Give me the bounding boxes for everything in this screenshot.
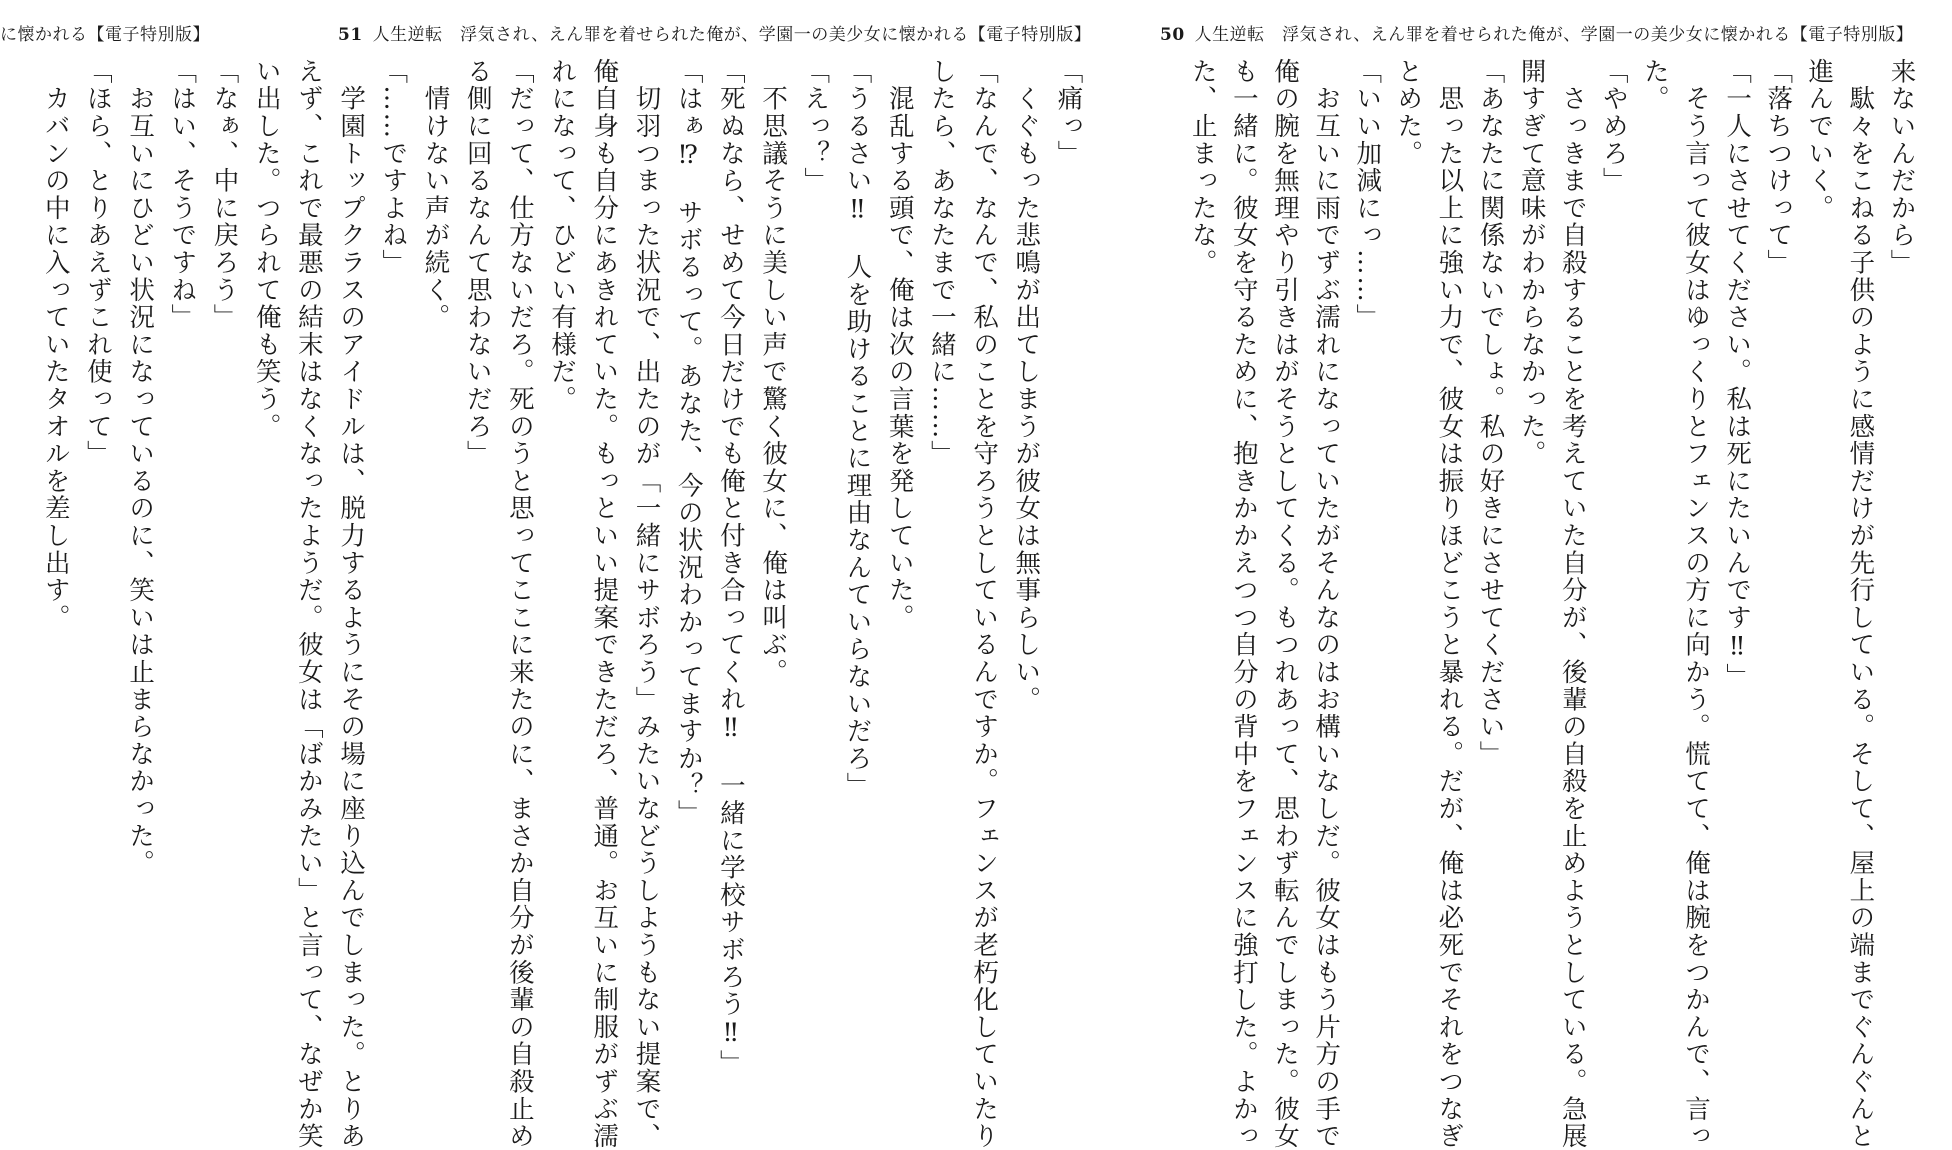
text-column: る側に回るなんて思わないだろ」 — [462, 58, 493, 468]
text-column: た。 — [1639, 58, 1670, 113]
text-column: 「あなたに関係ないでしょ。私の好きにさせてください」 — [1475, 58, 1506, 768]
text-column: い出した。つられて俺も笑う。 — [251, 58, 282, 441]
text-column: 「なんで、なんで、私のことを守ろうとしているんですか。フェンスが老朽化していたり — [969, 58, 1000, 1150]
text-column: た、止まったな。 — [1187, 58, 1218, 277]
text-column: 来ないんだから」 — [1886, 58, 1917, 277]
text-column: カバンの中に入っていたタオルを差し出す。 — [40, 58, 71, 632]
text-column: 「うるさい‼ 人を助けることに理由なんていらないだろ」 — [842, 58, 873, 800]
text-column: 学園トップクラスのアイドルは、脱力するようにその場に座り込んでしまった。とりあ — [336, 58, 367, 1150]
text-column: 「一人にさせてください。私は死にたいんです‼」 — [1722, 58, 1753, 691]
text-column: 「いい加減にっ……」 — [1352, 58, 1383, 331]
text-column: 切羽つまった状況で、出たのが「一緒にサボろう」みたいなどうしようもない提案で、 — [631, 58, 662, 1150]
page-number-51: 51 — [338, 25, 363, 45]
text-column: 「ほら、とりあえずこれ使って」 — [82, 58, 113, 468]
text-column: 俺の腕を無理やり引きはがそうとしてくる。もつれあって、思わず転んでしまった。彼女 — [1270, 58, 1300, 1150]
text-column: 駄々をこねる子供のように感情だけが先行している。そして、屋上の端までぐんぐんと — [1845, 58, 1876, 1150]
text-column: 開すぎて意味がわからなかった。 — [1516, 58, 1547, 468]
text-column: 「やめろ」 — [1598, 58, 1629, 195]
header-page-50 — [1160, 20, 1913, 45]
text-column: 「はぁ⁉ サボるって。あなた、今の状況わかってますか？」 — [673, 58, 704, 827]
book-title-51: 人生逆転 浮気され、えん罪を着せられた俺が、学園一の美少女に懐かれる【電子特別版】 — [372, 25, 1092, 45]
text-column: も一緒に。彼女を守るために、抱きかかえつつ自分の背中をフェンスに強打した。よかっ — [1228, 58, 1259, 1150]
header-left-cut-title: に懐かれる【電子特別版】 — [0, 25, 210, 45]
text-column: 不思議そうに美しい声で驚く彼女に、俺は叫ぶ。 — [758, 58, 789, 686]
text-column: そう言って彼女はゆっくりとフェンスの方に向かう。慌てて、俺は腕をつかんで、言っ — [1681, 58, 1711, 1150]
text-column: 俺自身も自分にあきれていた。もっといい提案できただろ、普通。お互いに制服がずぶ濡 — [589, 58, 620, 1150]
text-column: 「はい、そうですね」 — [167, 58, 198, 331]
text-column: 思った以上に強い力で、彼女は振りほどこうと暴れる。だが、俺は必死でそれをつなぎ — [1434, 58, 1465, 1150]
text-column: 進んでいく。 — [1804, 58, 1835, 222]
text-column: 「死ぬなら、せめて今日だけでも俺と付き合ってくれ‼ 一緒に学校サボろう‼」 — [715, 58, 746, 1078]
text-column: さっきまで自殺することを考えていた自分が、後輩の自殺を止めようとしている。急展 — [1557, 58, 1588, 1150]
page-number-50: 50 — [1160, 25, 1185, 45]
header-left-cut — [0, 20, 210, 45]
text-column: えず、これで最悪の結末はなくなったようだ。彼女は「ばかみたい」と言って、なぜか笑 — [293, 58, 324, 1150]
text-column: くぐもった悲鳴が出てしまうが彼女は無事らしい。 — [1011, 58, 1042, 714]
text-column: 「えっ？」 — [800, 58, 831, 195]
text-column: したら、あなたまで一緒に……」 — [926, 58, 957, 468]
header-page-51 — [338, 20, 1091, 45]
text-column: 「……ですよね」 — [378, 58, 409, 277]
text-column: 情けない声が続く。 — [420, 58, 451, 331]
text-column: 「痛っ」 — [1053, 58, 1084, 168]
text-column: 「だって、仕方ないだろ。死のうと思ってここに来たのに、まさか自分が後輩の自殺止め — [504, 58, 535, 1150]
text-column: お互いに雨でずぶ濡れになっていたがそんなのはお構いなしだ。彼女はもう片方の手で — [1311, 58, 1342, 1150]
text-column: とめた。 — [1393, 58, 1424, 168]
book-title-50: 人生逆転 浮気され、えん罪を着せられた俺が、学園一の美少女に懐かれる【電子特別版】 — [1194, 25, 1914, 45]
text-column: 混乱する頭で、俺は次の言葉を発していた。 — [884, 58, 915, 632]
text-column: 「落ちつけって」 — [1763, 58, 1794, 277]
text-column: お互いにひどい状況になっているのに、笑いは止まらなかった。 — [125, 58, 156, 877]
text-column: 「なぁ、中に戻ろう」 — [209, 58, 240, 331]
text-column: れになって、ひどい有様だ。 — [547, 58, 578, 413]
